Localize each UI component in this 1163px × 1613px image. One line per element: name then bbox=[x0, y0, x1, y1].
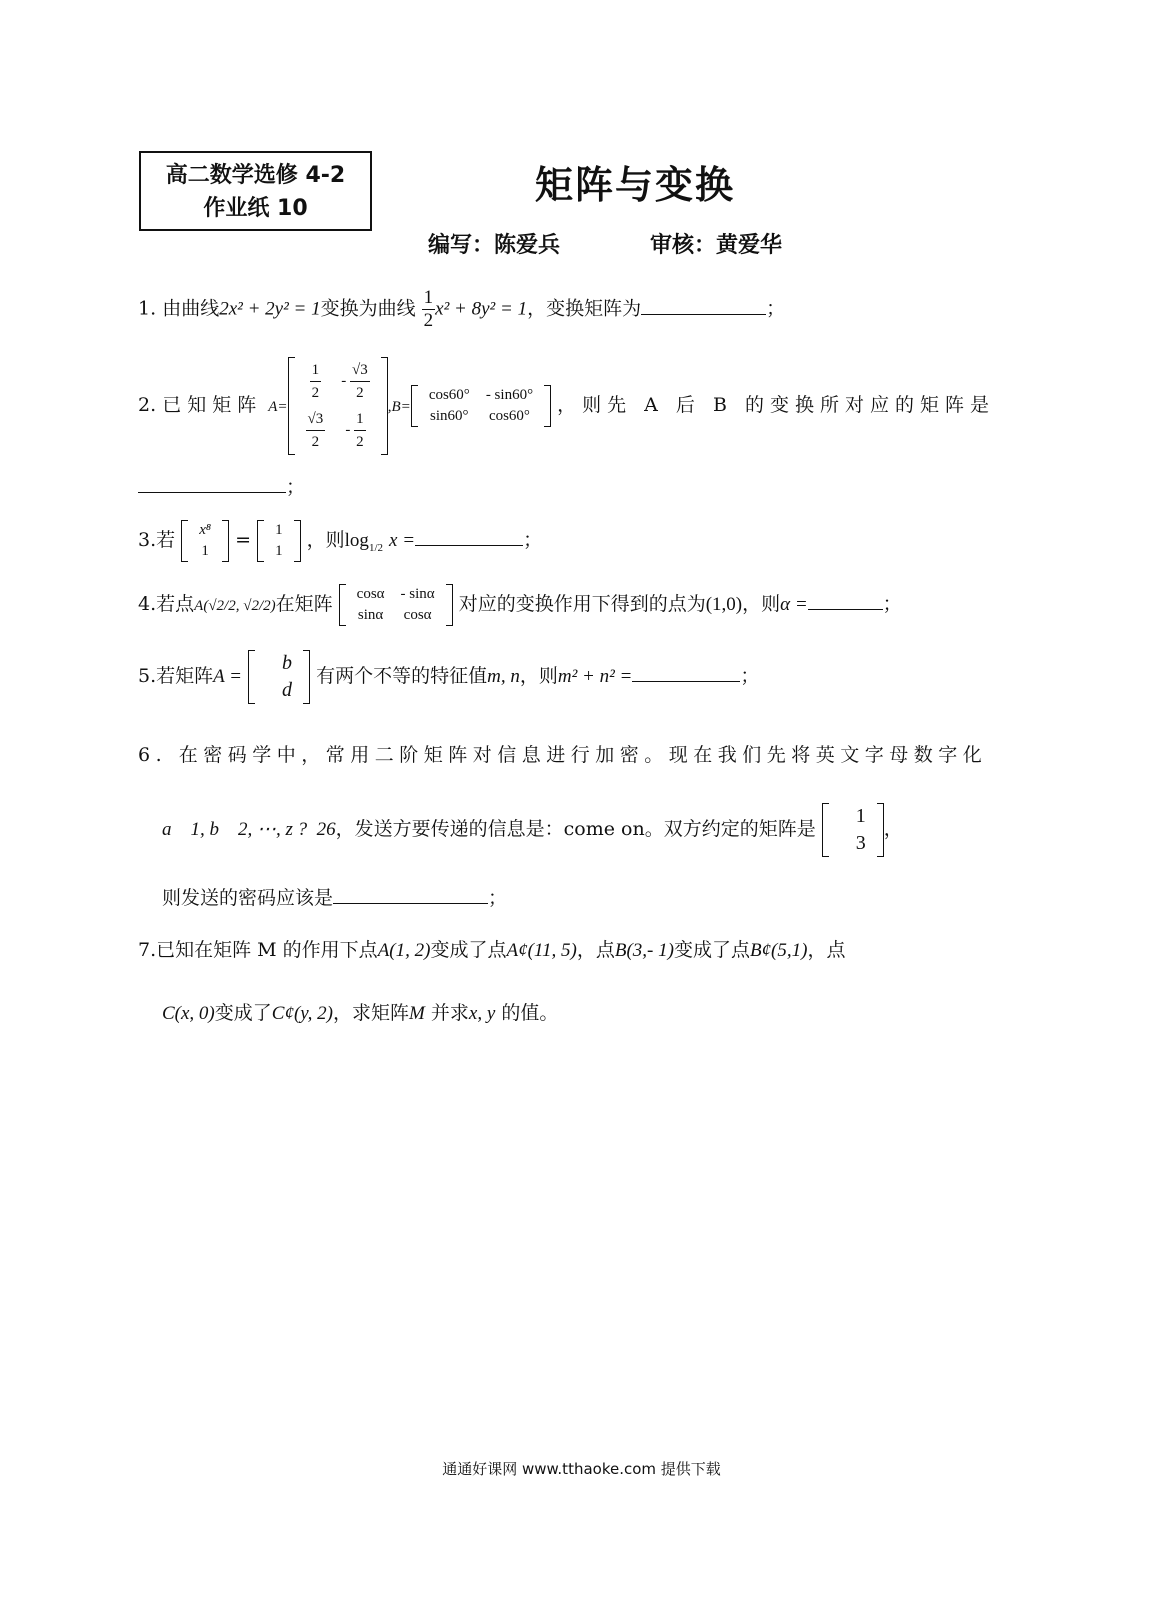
question-2-answer: ； bbox=[138, 472, 305, 499]
question-5: 5.若矩阵A = b d 有两个不等的特征值m, n，则m² + n² = ； bbox=[138, 650, 759, 704]
answer-blank-6[interactable] bbox=[333, 883, 488, 904]
answer-blank-2[interactable] bbox=[138, 472, 286, 493]
reviewer: 审核：黄爱华 bbox=[650, 233, 783, 258]
question-6-line2: a 1, b 2, ⋯, z ? 26，发送方要传递的信息是：come on。双方约定的矩阵是 1 3 ， bbox=[162, 803, 903, 857]
header-box bbox=[139, 151, 372, 231]
footer-credit: 通通好课网 www.tthaoke.com 提供下载 bbox=[442, 1460, 721, 1478]
question-7-line1: 7.已知在矩阵 M 的作用下点A(1, 2)变成了点A¢(11, 5)，点B(3,- 1)变成了点B¢(5,1)，点 bbox=[138, 939, 846, 961]
authors bbox=[428, 228, 782, 259]
fraction-half: $\frac{1}{2}$ bbox=[423, 287, 434, 331]
question-7-line2: C(x, 0)变成了C¢(y, 2)，求矩阵M 并求x, y 的值。 bbox=[162, 1002, 559, 1024]
matrix-q3-right: 1 1 bbox=[257, 520, 301, 562]
matrix-B: cos60° - sin60° sin60° cos60° bbox=[411, 385, 551, 427]
sheet-line: 作业纸 10 bbox=[203, 196, 308, 221]
answer-blank-4[interactable] bbox=[808, 589, 883, 610]
answer-blank-1[interactable] bbox=[641, 294, 766, 315]
answer-blank-3[interactable] bbox=[415, 525, 523, 546]
question-4: 4.若点A(√2/2, √2/2)在矩阵 cosα - sinα sinα cosα 对应的变换作用下得到的点为(1,0)，则α = ； bbox=[138, 584, 902, 626]
page-title: 矩阵与变换 bbox=[535, 163, 736, 207]
matrix-q3-left: x⁸ 1 bbox=[181, 520, 229, 562]
matrix-q5: b d bbox=[248, 650, 310, 704]
question-6-line1: 6. 在密码学中，常用二阶矩阵对信息进行加密。现在我们先将英文字母数字化 bbox=[138, 744, 988, 766]
matrix-A: $\frac{1}{2}$ - $\frac{√3}{2}$ $\frac{√3}{2}$ - $\frac{1}{2}$ bbox=[288, 357, 388, 455]
question-6-line3: 则发送的密码应该是 ； bbox=[162, 883, 507, 910]
matrix-q6: 1 3 bbox=[822, 803, 884, 857]
writer: 编写：陈爱兵 bbox=[428, 233, 561, 258]
answer-blank-5[interactable] bbox=[632, 661, 740, 682]
matrix-q4: cosα - sinα sinα cosα bbox=[339, 584, 453, 626]
question-1: 1. 由曲线2x² + 2y² = 1变换为曲线 $\frac{1}{2}$ x² + 8y² = 1，变换矩阵为 ； bbox=[138, 287, 786, 331]
question-3: 3.若 x⁸ 1 = 1 1 ，则$\log_{1/2} x$ = ； bbox=[138, 520, 542, 562]
question-2: 2. 已知矩阵 A= $\frac{1}{2}$ - $\frac{√3}{2}$ $\frac{√3}{2}$ - $\frac{1}{2}$ ,B= cos60° - sin60° sin60° cos60° ，则先 A 后 B 的变换所对应的矩阵是 bbox=[138, 357, 995, 455]
course-line: 高二数学选修 4-2 bbox=[165, 163, 346, 188]
